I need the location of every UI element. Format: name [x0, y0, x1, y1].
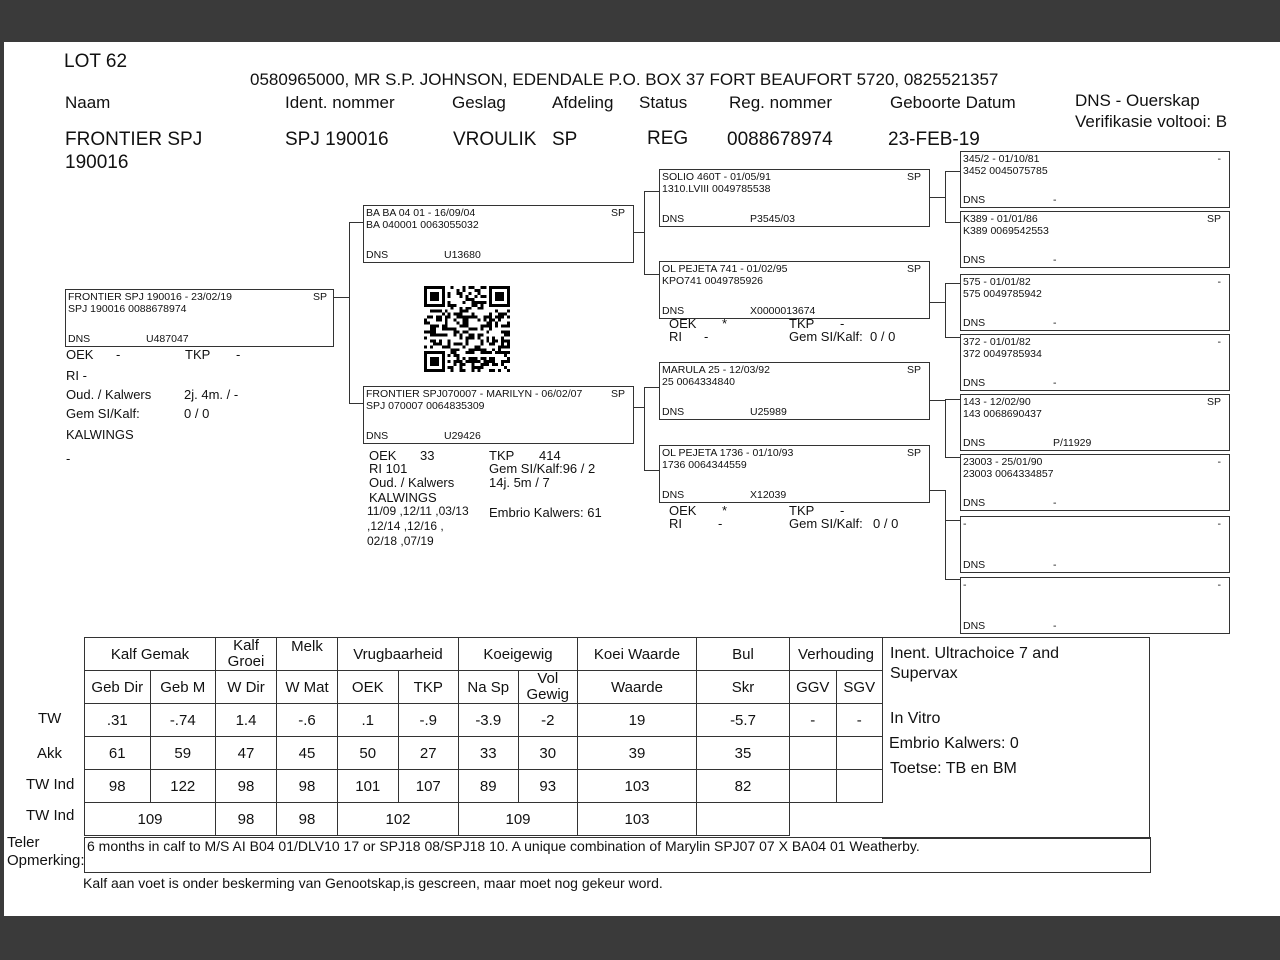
sub-header: Waarde: [578, 671, 697, 704]
note-toetse: Toetse: TB en BM: [890, 760, 1017, 777]
table-cell: 93: [518, 770, 578, 803]
sub-header: Vol Gewig: [518, 671, 578, 704]
dam-embrio: Embrio Kalwers: 61: [489, 505, 602, 520]
gp-title: OL PEJETA 741 - 01/02/95: [662, 263, 788, 275]
sub-header: Geb Dir: [85, 671, 151, 704]
sub-header: W Dir: [216, 671, 277, 704]
table-cell: 122: [150, 770, 216, 803]
grandparent-box: [659, 169, 930, 227]
notes-box: [882, 637, 1150, 839]
great-grandparent-box: [960, 394, 1230, 451]
gp-oek: OEK: [669, 503, 697, 518]
subject-kalwings-value: -: [66, 451, 71, 466]
gp-dns: DNS: [662, 406, 685, 418]
ggp-dns: DNS: [963, 194, 986, 206]
ggp-title: 372 - 01/01/82: [963, 336, 1031, 348]
table-cell: 109: [459, 803, 578, 836]
grandparent-box: [659, 445, 930, 503]
opmerking-box: [84, 837, 1151, 873]
table-cell: 82: [697, 770, 790, 803]
gp-gem-value: 0 / 0: [870, 329, 896, 344]
gp-gem: Gem SI/Kalf:: [789, 329, 863, 344]
sub-header: OEK: [338, 671, 399, 704]
lot-number: LOT 62: [64, 51, 128, 72]
gp-ri-value: -: [718, 516, 723, 531]
table-subheader-row: [85, 671, 883, 704]
ggp-sp: SP: [1206, 396, 1221, 408]
gp-sp: SP: [906, 447, 921, 459]
group-header: Kalf Gemak: [85, 638, 216, 671]
subject-tkp-value: -: [236, 347, 241, 362]
table-cell: 30: [518, 737, 578, 770]
table-cell: -: [836, 704, 883, 737]
table-cell: 98: [216, 770, 277, 803]
gp-line2: 1310.LVIII 0049785538: [662, 183, 771, 195]
subject-oek: OEK: [66, 347, 94, 362]
gp-title: OL PEJETA 1736 - 01/10/93: [662, 447, 794, 459]
table-cell: 19: [578, 704, 697, 737]
gp-sp: SP: [906, 364, 921, 376]
dam-oud-value: 14j. 5m / 7: [489, 475, 550, 490]
gp-code: X0000013674: [750, 305, 816, 317]
ggp-code: -: [1053, 377, 1057, 389]
sub-header: W Mat: [277, 671, 338, 704]
dam-tkp: TKP: [489, 448, 515, 463]
ggp-code: -: [1053, 254, 1057, 266]
gp-code: U25989: [750, 406, 787, 418]
gp-gem: Gem SI/Kalf:: [789, 516, 863, 531]
animal-geboorte: 23-FEB-19: [888, 129, 980, 150]
ggp-dns: DNS: [963, 559, 986, 571]
great-grandparent-box: [960, 151, 1230, 208]
dam-kalwings-3: 02/18 ,07/19: [367, 534, 434, 548]
ggp-code: -: [1053, 194, 1057, 206]
dam-gem: Gem SI/Kalf:96 / 2: [489, 461, 596, 476]
gp-title: MARULA 25 - 12/03/92: [662, 364, 770, 376]
sire-dns: DNS: [366, 249, 389, 261]
ggp-sp: -: [1217, 276, 1221, 288]
dam-tkp-value: 414: [539, 448, 561, 463]
header-afdeling: Afdeling: [552, 93, 614, 112]
header-status: Status: [639, 93, 688, 112]
gp-title: SOLIO 460T - 01/05/91: [662, 171, 771, 183]
table-cell: -3.9: [459, 704, 519, 737]
subject-pedigree-box: [65, 289, 334, 347]
group-header: Kalf Groei: [216, 638, 277, 671]
animal-afdeling: SP: [552, 129, 578, 150]
ggp-code: -: [1053, 620, 1057, 632]
subject-sp: SP: [312, 291, 327, 303]
owner-line: 0580965000, MR S.P. JOHNSON, EDENDALE P.O. BOX 37 FORT BEAUFORT 5720, 0825521357: [250, 70, 999, 89]
subject-ri: RI -: [66, 368, 87, 383]
table-cell: 45: [277, 737, 338, 770]
footer-note: Kalf aan voet is onder beskerming van Genootskap,is gescreen, maar moet nog gekeur word.: [83, 875, 663, 891]
subject-oud-value: 2j. 4m. / -: [184, 387, 239, 402]
dam-title: FRONTIER SPJ070007 - MARILYN - 06/02/07: [366, 388, 583, 400]
opmerking-label: Opmerking:: [7, 852, 85, 869]
sire-line2: BA 040001 0063055032: [366, 219, 479, 231]
table-cell: -.6: [277, 704, 338, 737]
gp-sp: SP: [906, 171, 921, 183]
table-cell: 39: [578, 737, 697, 770]
ggp-title: 143 - 12/02/90: [963, 396, 1031, 408]
ggp-title: 575 - 01/01/82: [963, 276, 1031, 288]
breeding-values-table: [84, 637, 883, 836]
sire-pedigree-box: [363, 205, 634, 263]
subject-line2: SPJ 190016 0088678974: [68, 303, 187, 315]
ggp-code: -: [1053, 497, 1057, 509]
table-cell: 98: [216, 803, 277, 836]
table-cell: [836, 770, 883, 803]
animal-geslag: VROULIK: [453, 129, 537, 150]
animal-reg: 0088678974: [727, 129, 833, 150]
gp-tkp-value: -: [840, 316, 845, 331]
subject-code: U487047: [146, 333, 189, 345]
gp-gem-value: 0 / 0: [873, 516, 899, 531]
ggp-line2: 3452 0045075785: [963, 165, 1048, 177]
table-cell: 102: [338, 803, 459, 836]
header-geboorte: Geboorte Datum: [890, 93, 1016, 112]
dam-code: U29426: [444, 430, 481, 442]
sire-code: U13680: [444, 249, 481, 261]
qr-code: [424, 286, 510, 372]
header-verif: Verifikasie voltooi: B: [1075, 112, 1228, 131]
table-row-twind-combined: [85, 803, 883, 836]
group-header: Verhouding: [790, 638, 883, 671]
table-cell: 35: [697, 737, 790, 770]
sub-header: GGV: [790, 671, 837, 704]
dam-kalwings: KALWINGS: [369, 490, 437, 505]
group-header: Vrugbaarheid: [338, 638, 459, 671]
group-header: Koeigewig: [459, 638, 578, 671]
gp-dns: DNS: [662, 489, 685, 501]
ggp-dns: DNS: [963, 377, 986, 389]
gp-oek: OEK: [669, 316, 697, 331]
table-cell: 98: [277, 803, 338, 836]
great-grandparent-box: [960, 274, 1230, 331]
table-cell: -.74: [150, 704, 216, 737]
dam-oek: OEK: [369, 448, 397, 463]
animal-name-2: 190016: [65, 152, 129, 173]
ggp-line2: 372 0049785934: [963, 348, 1042, 360]
ggp-sp: SP: [1206, 213, 1221, 225]
header-ident: Ident. nommer: [285, 93, 395, 112]
table-cell: -.9: [398, 704, 459, 737]
gp-tkp: TKP: [789, 503, 815, 518]
ggp-dns: DNS: [963, 317, 986, 329]
row-label-twind-2: TW Ind: [26, 807, 75, 824]
gp-ri-value: -: [704, 329, 709, 344]
row-label-akk: Akk: [37, 745, 63, 762]
table-cell: [836, 737, 883, 770]
ggp-dns: DNS: [963, 620, 986, 632]
table-cell: 109: [85, 803, 216, 836]
dam-pedigree-box: [363, 386, 634, 444]
ggp-line2: K389 0069542553: [963, 225, 1049, 237]
ggp-sp: -: [1217, 153, 1221, 165]
table-cell: -5.7: [697, 704, 790, 737]
table-row-twind: [85, 770, 883, 803]
great-grandparent-box: [960, 334, 1230, 391]
ggp-sp: -: [1217, 456, 1221, 468]
table-cell: 59: [150, 737, 216, 770]
sub-header: TKP: [398, 671, 459, 704]
row-label-twind: TW Ind: [26, 776, 75, 793]
table-row-tw: [85, 704, 883, 737]
subject-gem-value: 0 / 0: [184, 406, 210, 421]
table-cell: -: [790, 704, 837, 737]
sub-header: SGV: [836, 671, 883, 704]
ggp-title: -: [963, 579, 967, 591]
table-cell: .1: [338, 704, 399, 737]
dam-dns: DNS: [366, 430, 389, 442]
ggp-sp: -: [1217, 336, 1221, 348]
table-cell: 103: [578, 770, 697, 803]
animal-status: REG: [647, 128, 689, 149]
row-label-tw: TW: [38, 710, 62, 727]
dam-oek-value: 33: [420, 448, 435, 463]
ggp-sp: -: [1217, 518, 1221, 530]
dam-kalwings-2: ,12/14 ,12/16 ,: [367, 519, 444, 533]
gp-line2: 25 0064334840: [662, 376, 735, 388]
gp-dns: DNS: [662, 305, 685, 317]
gp-tkp: TKP: [789, 316, 815, 331]
sub-header: Geb M: [150, 671, 216, 704]
great-grandparent-box: [960, 516, 1230, 573]
great-grandparent-box: [960, 454, 1230, 511]
ggp-dns: DNS: [963, 497, 986, 509]
group-header: Melk: [277, 638, 338, 671]
dam-line2: SPJ 070007 0064835309: [366, 400, 485, 412]
sire-title: BA BA 04 01 - 16/09/04: [366, 207, 476, 219]
ggp-line2: 143 0068690437: [963, 408, 1042, 420]
note-embrio: Embrio Kalwers: 0: [889, 735, 1019, 752]
table-cell: 1.4: [216, 704, 277, 737]
gp-sp: SP: [906, 263, 921, 275]
table-cell: 101: [338, 770, 399, 803]
gp-dns: DNS: [662, 213, 685, 225]
subject-kalwings: KALWINGS: [66, 427, 134, 442]
table-cell: 27: [398, 737, 459, 770]
sire-sp: SP: [610, 207, 625, 219]
grandparent-box: [659, 261, 930, 319]
note-inent: Inent. Ultrachoice 7 and: [890, 645, 1059, 662]
subject-dns: DNS: [68, 333, 91, 345]
gp-code: P3545/03: [750, 213, 795, 225]
group-header: Bul: [697, 638, 790, 671]
gp-tkp-value: -: [840, 503, 845, 518]
ggp-title: 23003 - 25/01/90: [963, 456, 1043, 468]
subject-title: FRONTIER SPJ 190016 - 23/02/19: [68, 291, 232, 303]
table-cell: 61: [85, 737, 151, 770]
table-cell: 98: [85, 770, 151, 803]
ggp-code: P/11929: [1053, 437, 1092, 449]
table-cell: 103: [578, 803, 697, 836]
ggp-title: -: [963, 518, 967, 530]
great-grandparent-box: [960, 577, 1230, 634]
table-cell: 89: [459, 770, 519, 803]
header-reg: Reg. nommer: [729, 93, 832, 112]
note-supervax: Supervax: [890, 665, 958, 682]
table-cell: .31: [85, 704, 151, 737]
header-geslag: Geslag: [452, 93, 506, 112]
ggp-code: -: [1053, 317, 1057, 329]
ggp-dns: DNS: [963, 254, 986, 266]
great-grandparent-box: [960, 211, 1230, 268]
ggp-dns: DNS: [963, 437, 986, 449]
sub-header: Na Sp: [459, 671, 519, 704]
dam-ri: RI 101: [369, 461, 408, 476]
table-cell: [790, 803, 883, 836]
ggp-sp: -: [1217, 579, 1221, 591]
gp-ri: RI: [669, 329, 682, 344]
table-cell: [697, 803, 790, 836]
subject-tkp: TKP: [185, 347, 211, 362]
table-cell: [790, 770, 837, 803]
ggp-code: -: [1053, 559, 1057, 571]
ggp-line2: 575 0049785942: [963, 288, 1042, 300]
ggp-title: 345/2 - 01/10/81: [963, 153, 1040, 165]
animal-name-1: FRONTIER SPJ: [65, 129, 203, 150]
subject-oek-value: -: [116, 347, 121, 362]
table-cell: -2: [518, 704, 578, 737]
table-cell: [790, 737, 837, 770]
gp-oek-value: *: [722, 503, 728, 518]
opmerking-text: 6 months in calf to M/S AI B04 01/DLV10 17 or SPJ18 08/SPJ18 10. A unique combination of Marylin SPJ07 07 X BA04 01 Weatherby.: [87, 838, 920, 854]
subject-gem: Gem SI/Kalf:: [66, 406, 140, 421]
table-cell: 33: [459, 737, 519, 770]
table-cell: 107: [398, 770, 459, 803]
gp-code: X12039: [750, 489, 787, 501]
header-dns: DNS - Ouerskap: [1075, 91, 1200, 110]
table-cell: 47: [216, 737, 277, 770]
header-naam: Naam: [65, 93, 111, 112]
subject-oud: Oud. / Kalwers: [66, 387, 152, 402]
group-header: Koei Waarde: [578, 638, 697, 671]
gp-ri: RI: [669, 516, 682, 531]
dam-oud: Oud. / Kalwers: [369, 475, 455, 490]
registration-page: [4, 42, 1280, 916]
note-in-vitro: In Vitro: [890, 710, 941, 727]
dam-sp: SP: [610, 388, 625, 400]
sub-header: Skr: [697, 671, 790, 704]
ggp-line2: 23003 0064334857: [963, 468, 1054, 480]
table-row-akk: [85, 737, 883, 770]
gp-oek-value: *: [722, 316, 728, 331]
table-cell: 50: [338, 737, 399, 770]
grandparent-box: [659, 362, 930, 420]
teler-label: Teler: [7, 834, 40, 851]
dam-kalwings-1: 11/09 ,12/11 ,03/13: [367, 504, 469, 518]
gp-line2: KPO741 0049785926: [662, 275, 764, 287]
table-cell: 98: [277, 770, 338, 803]
gp-line2: 1736 0064344559: [662, 459, 747, 471]
animal-ident: SPJ 190016: [285, 129, 389, 150]
ggp-title: K389 - 01/01/86: [963, 213, 1038, 225]
table-group-header-row: [85, 638, 883, 671]
